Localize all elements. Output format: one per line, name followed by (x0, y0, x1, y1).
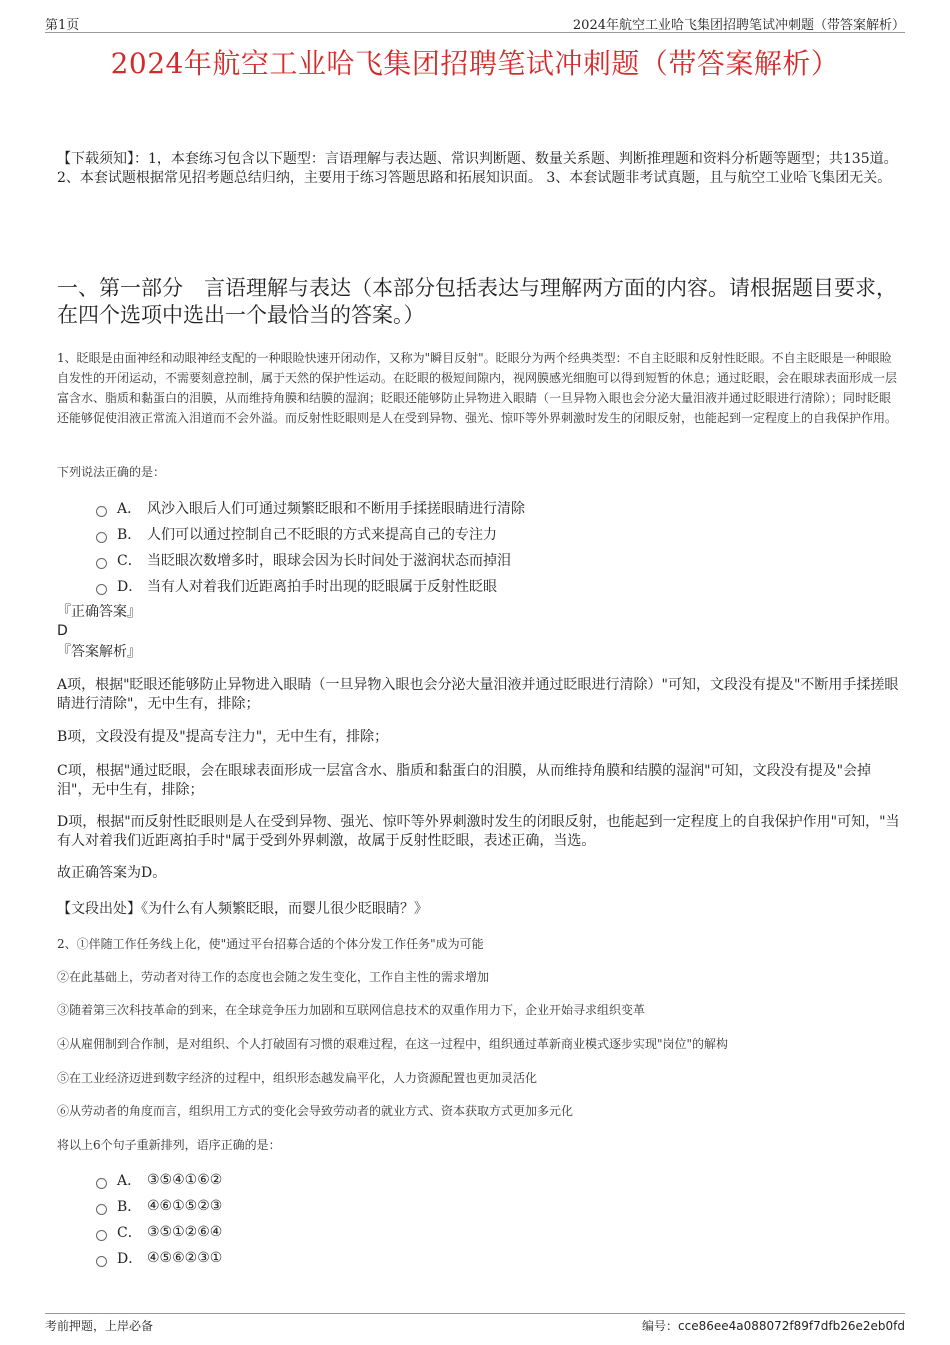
q1-option-b[interactable]: B． 人们可以通过控制自己不眨眼的方式来提高自己的专注力 (96, 521, 525, 547)
page-header (45, 12, 905, 33)
passage-source: 【文段出处】《为什么有人频繁眨眼，而婴儿很少眨眼睛？》 (57, 901, 428, 917)
analysis-label: 『答案解析』 (57, 644, 141, 660)
analysis-conclusion: 故正确答案为D。 (57, 865, 167, 881)
answer-label: 『正确答案』 (57, 604, 141, 620)
q1-option-a[interactable]: A． 风沙入眼后人们可通过频繁眨眼和不断用手揉搓眼睛进行清除 (96, 495, 525, 521)
analysis-c: C项，根据"通过眨眼，会在眼球表面形成一层富含水、脂质和黏蛋白的泪膜，从而维持角膜和结膜的湿润"可知，文段没有提及"会掉泪"，无中生有，排除； (57, 763, 872, 798)
q2-line-5: ⑤在工业经济迈进到数字经济的过程中，组织形态越发扁平化，人力资源配置也更加灵活化 (57, 1071, 538, 1085)
radio-icon[interactable] (96, 1256, 107, 1267)
analysis-d: D项，根据"而反射性眨眼则是人在受到异物、强光、惊吓等外界刺激时发生的闭眼反射，也能起到一定程度上的自我保护作用"可知，"当有人对着我们近距离拍手时"属于受到外界刺激，故属于反射性眨眼，表述正确，当选。 (57, 814, 900, 849)
q1-question: 下列说法正确的是： (57, 465, 166, 479)
radio-icon[interactable] (96, 584, 107, 595)
radio-icon[interactable] (96, 1204, 107, 1215)
footer-serial: 编号：cce86ee4a088072f89f7dfb26e2eb0fd (642, 1319, 905, 1333)
document-title: 2024年航空工业哈飞集团招聘笔试冲刺题（带答案解析） (110, 47, 840, 80)
q1-passage: 1、眨眼是由面神经和动眼神经支配的一种眼睑快速开闭动作，又称为"瞬目反射"。眨眼分为两个经典类型：不自主眨眼和反射性眨眼。不自主眨眼是一种眼睑自发性的开闭运动，不需要刻意控制，属于天然的保护性运动。在眨眼的极短间隙内，视网膜感光细胞可以得到短暂的休息；通过眨眼，会在眼球表面形成一层富含水、脂质和黏蛋白的泪膜，从而维持角膜和结膜的湿润；眨眼还能够防止异物进入眼睛（一旦异物入眼也会分泌大量泪液并通过眨眼进行清除）；同时眨眼还能够促使泪液正常流入泪道而不会外溢。而反射性眨眼则是人在受到异物、强光、惊吓等外界刺激时发生的闭眼反射，也能起到一定程度上的自我保护作用。 (57, 351, 898, 425)
download-notice: 【下载须知】：1，本套练习包含以下题型：言语理解与表达题、常识判断题、数量关系题、判断推理题和资料分析题等题型；共135道。 2、本套试题根据常见招考题总结归纳，主要用于练习答题思路和拓展知识面。 3、本套试题非考试真题，且与航空工业哈飞集团无关。 (57, 151, 898, 186)
page-number: 第1页 (45, 18, 80, 33)
analysis-a: A项，根据"眨眼还能够防止异物进入眼睛（一旦异物入眼也会分泌大量泪液并通过眨眼进行清除）"可知，文段没有提及"不断用手揉搓眼睛进行清除"，无中生有，排除； (57, 677, 899, 712)
q2-option-a[interactable]: A． ③⑤④①⑥② (96, 1167, 222, 1193)
q2-line-6: ⑥从劳动者的角度而言，组织用工方式的变化会导致劳动者的就业方式、资本获取方式更加多元化 (57, 1104, 574, 1118)
q2-line-4: ④从雇佣制到合作制，是对组织、个人打破固有习惯的艰难过程，在这一过程中，组织通过革新商业模式逐步实现"岗位"的解构 (57, 1037, 729, 1051)
q2-option-b[interactable]: B． ④⑥①⑤②③ (96, 1193, 222, 1219)
radio-icon[interactable] (96, 506, 107, 517)
answer-value: D (57, 623, 68, 639)
section-heading: 一、第一部分 言语理解与表达（本部分包括表达与理解两方面的内容。请根据题目要求，在四个选项中选出一个最恰当的答案。） (57, 276, 897, 327)
page-footer (45, 1313, 905, 1333)
radio-icon[interactable] (96, 1178, 107, 1189)
q2-line-2: ②在此基础上，劳动者对待工作的态度也会随之发生变化，工作自主性的需求增加 (57, 970, 490, 984)
q2-option-c[interactable]: C． ③⑤①②⑥④ (96, 1219, 222, 1245)
q1-options (96, 495, 525, 599)
q2-line-1: 2、①伴随工作任务线上化，使"通过平台招募合适的个体分发工作任务"成为可能 (57, 937, 484, 951)
q2-option-d[interactable]: D． ④⑤⑥②③① (96, 1245, 222, 1271)
radio-icon[interactable] (96, 532, 107, 543)
q2-line-3: ③随着第三次科技革命的到来，在全球竞争压力加剧和互联网信息技术的双重作用力下，企业开始寻求组织变革 (57, 1003, 646, 1017)
q2-options (96, 1167, 222, 1271)
analysis-b: B项，文段没有提及"提高专注力"，无中生有，排除； (57, 729, 389, 745)
radio-icon[interactable] (96, 1230, 107, 1241)
q1-option-d[interactable]: D． 当有人对着我们近距离拍手时出现的眨眼属于反射性眨眼 (96, 573, 525, 599)
footer-slogan: 考前押题，上岸必备 (45, 1319, 154, 1333)
radio-icon[interactable] (96, 558, 107, 569)
header-doc-title: 2024年航空工业哈飞集团招聘笔试冲刺题（带答案解析） (572, 18, 905, 33)
q2-question: 将以上6个句子重新排列，语序正确的是： (57, 1138, 281, 1152)
q1-option-c[interactable]: C． 当眨眼次数增多时，眼球会因为长时间处于滋润状态而掉泪 (96, 547, 525, 573)
